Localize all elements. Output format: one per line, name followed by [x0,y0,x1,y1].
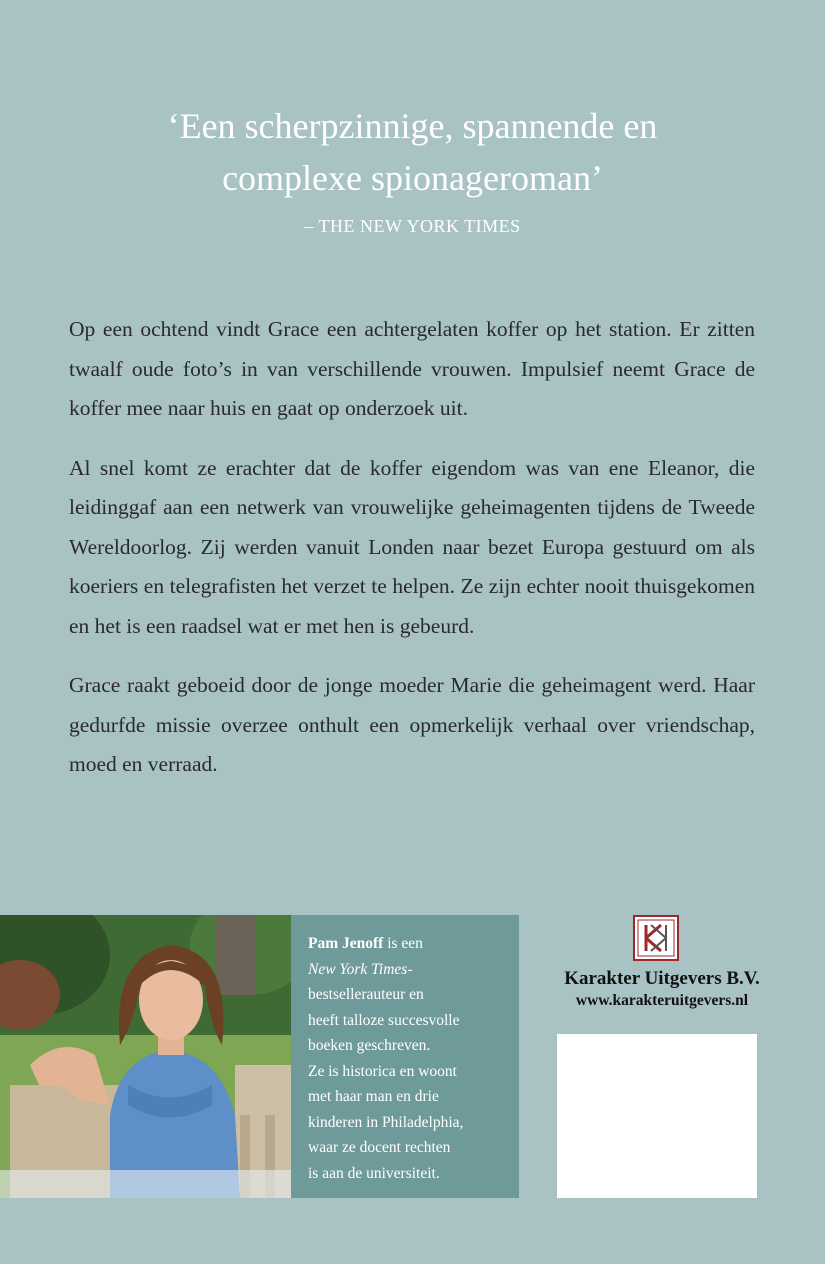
author-bio [291,915,519,1198]
quote-line-2: complexe spionageroman’ [222,158,603,198]
publisher-url: www.karakteruitgevers.nl [575,992,749,1009]
author-name: Pam Jenoff [308,935,384,952]
publisher-name: Karakter Uitgevers B.V. [564,968,760,989]
author-bio-line: bestsellerauteur en [308,986,424,1003]
book-blurb [69,310,755,805]
author-bio-after-name: is een [383,935,423,952]
author-bio-line: met haar man en drie [308,1088,439,1105]
author-photo [0,915,291,1198]
author-bio-line: kinderen in Philadelphia, [308,1113,464,1131]
author-bio-italic: New York Times- [308,960,413,978]
publisher-info [557,966,767,1010]
quote-line-1: ‘Een scherpzinnige, spannende en [167,106,658,146]
author-bio-line: boeken geschreven. [308,1037,431,1054]
quote-attribution: – THE NEW YORK TIMES [304,216,521,236]
publisher-logo [633,915,679,961]
blurb-paragraph-3: Grace raakt geboeid door de jonge moeder Marie die geheimagent werd. Haar gedurfde missie overzee onthult een opmerkelijk verhaal over vriendschap, moed en verraad. [69,673,755,776]
author-bio-line: heeft talloze succesvolle [308,1011,460,1029]
barcode-area [557,1034,757,1198]
author-bio-line: Ze is historica en woont [308,1062,457,1080]
author-bio-first-line [308,931,509,957]
blurb-paragraph-2: Al snel komt ze erachter dat de koffer eigendom was van ene Eleanor, die leidinggaf aan een netwerk van vrouwelijke geheimagenten tijdens de Tweede Wereldoorlog. Zij werden vanuit Londen naar bezet Europa gestuurd om als koeriers en telegrafisten het verzet te helpen. Ze zijn echter nooit thuisgekomen en het is een raadsel wat er met hen is gebeurd. [69,455,755,638]
author-bio-line: waar ze docent rechten [308,1139,451,1156]
cover-quote [0,100,825,204]
author-bio-line: is aan de universiteit. [308,1164,440,1182]
blurb-paragraph-1: Op een ochtend vindt Grace een achtergelaten koffer op het station. Er zitten twaalf oude foto’s in van verschillende vrouwen. Impulsief neemt Grace de koffer mee naar huis en gaat op onderzoek uit. [69,317,755,420]
